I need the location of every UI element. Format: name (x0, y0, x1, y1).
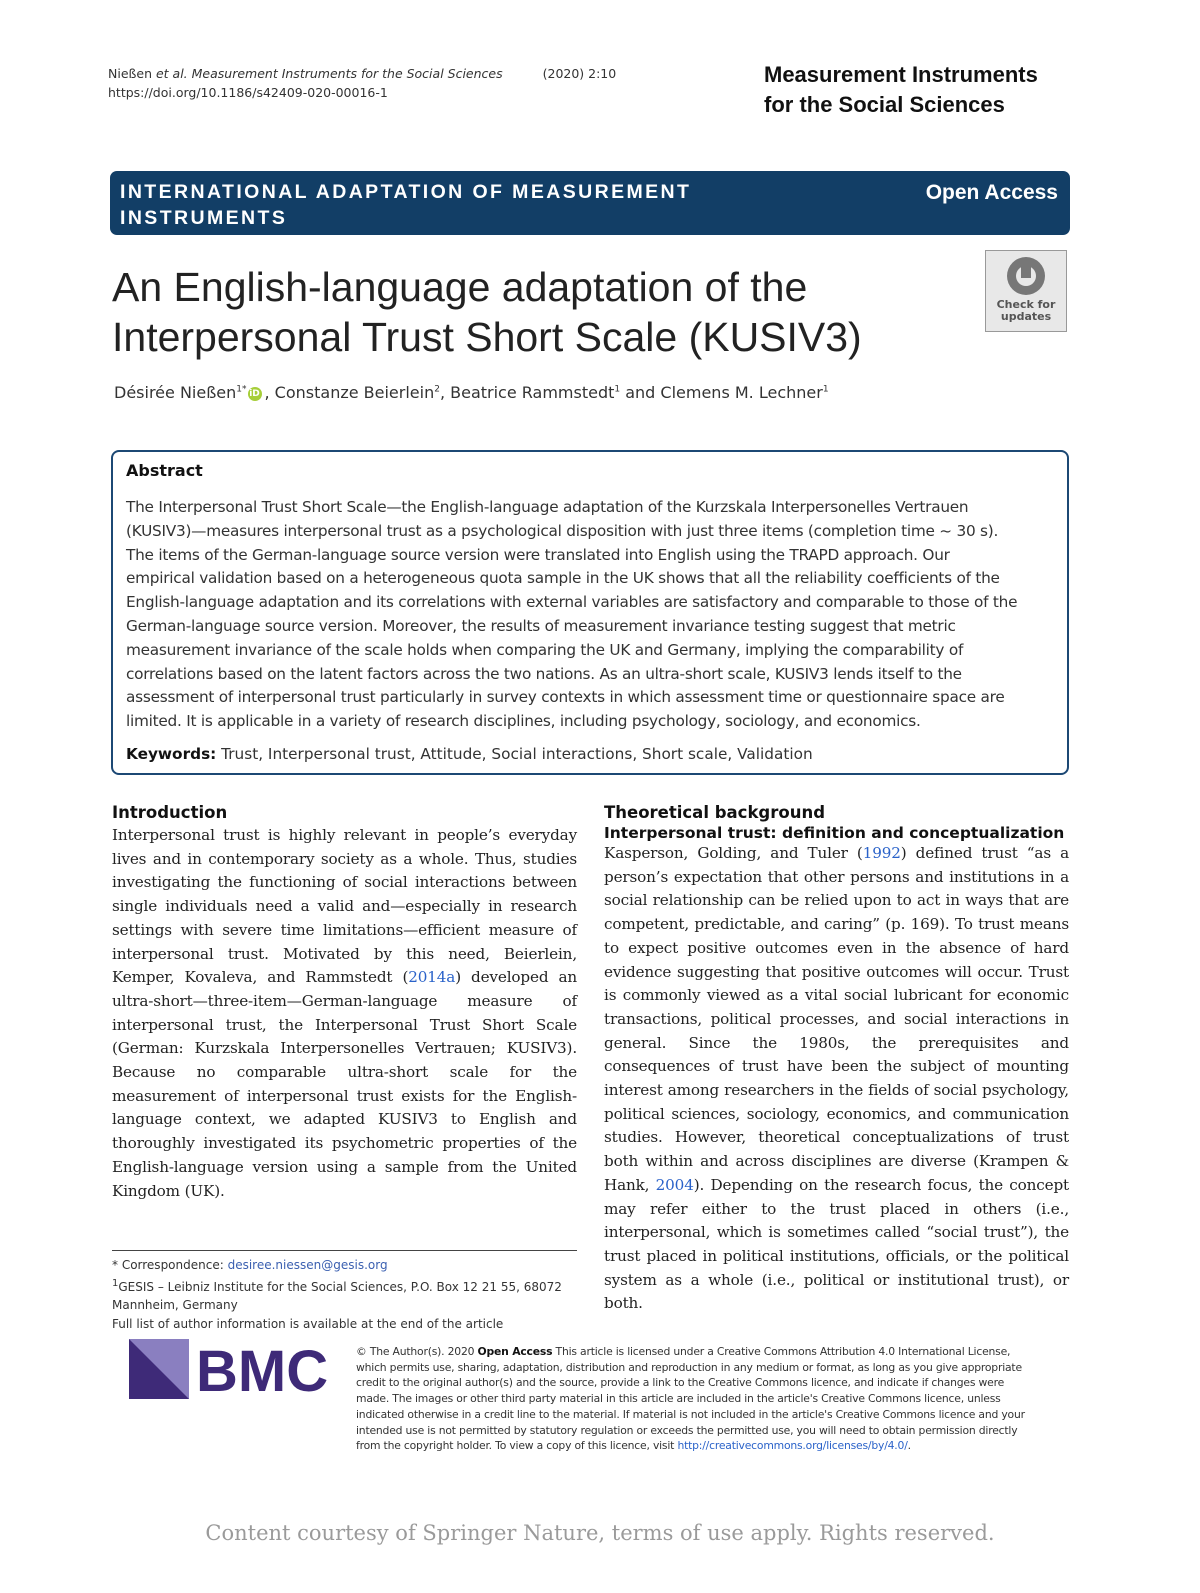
keywords-list: Trust, Interpersonal trust, Attitude, Social interactions, Short scale, Validation (216, 745, 813, 763)
author-1-affil: 1* (236, 384, 247, 395)
citation-year: (2020) 2:10 (542, 66, 617, 81)
author-list (114, 383, 829, 402)
author-3-affil: 1 (614, 384, 621, 395)
bmc-logo-text: BMC (196, 1339, 329, 1399)
article-title (112, 262, 932, 362)
introduction-paragraph (112, 824, 577, 1203)
orcid-icon[interactable]: iD (249, 388, 260, 399)
article-section-label: INTERNATIONAL ADAPTATION OF MEASUREMENT INSTRUMENTS (120, 181, 692, 229)
license-open-access: Open Access (477, 1345, 553, 1358)
citation-journal: Measurement Instruments for the Social Sciences (187, 66, 503, 81)
license-lead: © The Author(s). 2020 (356, 1345, 478, 1358)
author-2[interactable]: , Constanze Beierlein (264, 383, 435, 402)
introduction-heading: Introduction (112, 803, 228, 822)
abstract-line: limited. It is applicable in a variety of research disciplines, including psychology, sociology, and economics. (126, 712, 921, 731)
footnote-rule (112, 1250, 577, 1251)
abstract-body (126, 496, 1061, 734)
open-access-label: Open Access (925, 181, 1058, 204)
citation-authors: Nießen (108, 66, 156, 81)
theory-text-a: Kasperson, Golding, and Tuler ( (604, 844, 863, 862)
abstract-line: English-language adaptation and its correlations with external variables are satisfactory and comparable to those of the (126, 593, 1018, 612)
section-banner (110, 171, 1070, 235)
license-url-link[interactable]: http://creativecommons.org/licenses/by/4.0/ (677, 1439, 908, 1453)
intro-text-a: Interpersonal trust is highly relevant in people’s everyday lives and in contemporary society as a whole. Thus, studies investigating the functioning of social interactions between single individuals need a valid and—especially in research settings with severe time limitations—efficient measure of interpersonal trust. Motivated by this need, Beierlein, Kemper, Kovaleva, and Rammstedt ( (112, 826, 577, 987)
keywords (126, 745, 813, 763)
citation-etal: et al. (155, 66, 188, 81)
right-column (604, 803, 1069, 1316)
affiliation-text: GESIS – Leibniz Institute for the Social Sciences, P.O. Box 12 21 55, 68072 Mannheim, Germany (112, 1279, 562, 1312)
abstract-line: The Interpersonal Trust Short Scale—the English-language adaptation of the Kurzskala Interpersonelles Vertrauen (126, 498, 969, 516)
author-1[interactable]: Désirée Nießen (114, 383, 237, 402)
correspondence-label: * Correspondence: (112, 1258, 228, 1272)
abstract-heading: Abstract (126, 461, 203, 480)
author-2-affil: 2 (434, 384, 440, 395)
abstract-line: The items of the German-language source version were translated into English using the TRAPD approach. Our (126, 545, 950, 564)
theory-heading: Theoretical background (604, 803, 826, 822)
citation-link[interactable]: 2004 (655, 1175, 694, 1194)
author-4[interactable]: and Clemens M. Lechner (620, 383, 823, 402)
abstract-line: (KUSIV3)—measures interpersonal trust as a psychological disposition with just three items (completion time ~ 30 s). (126, 521, 999, 540)
journal-title (764, 60, 1038, 120)
citation-line (108, 64, 616, 83)
check-updates-line2: updates (1000, 310, 1052, 323)
citation-link[interactable]: 2014a (408, 968, 456, 987)
citation-link[interactable]: 1992 (862, 844, 901, 862)
running-header (108, 64, 616, 102)
check-updates-line1: Check for (996, 298, 1056, 311)
bmc-logo-mark (129, 1339, 329, 1399)
bmc-logo (129, 1339, 329, 1399)
intro-text-b: ) developed an ultra-short—three-item—German-language measure of interpersonal trust, the Interpersonal Trust Short Scale (German: Kurzskala Interpersonelles Vertrauen; KUSIV3). Because no comparable ultra-short scale for the measurement of interpersonal trust exists for the English-language context, we adapted KUSIV3 to English and thoroughly investigated its psychometric properties of the English-language version using a sample from the United Kingdom (UK). (112, 968, 577, 1200)
author-3[interactable]: , Beatrice Rammstedt (439, 383, 615, 402)
license-text: This article is licensed under a Creative Commons Attribution 4.0 International License, which permits use, sharing, adaptation, distribution and reproduction in any medium or format, as long as you give appropriate credit to the original author(s) and the source, provide a link to the Creative Commons licence, and indicate if changes were made. The images or other third party material in this article are included in the article's Creative Commons licence, unless indicated otherwise in a credit line to the material. If material is not included in the article's Creative Commons licence and your intended use is not permitted by statutory regulation or exceeds the permitted use, you will need to obtain permission directly from the copyright holder. To view a copy of this licence, visit (356, 1345, 1025, 1453)
abstract-line: German-language source version. Moreover, the results of measurement invariance testing suggest that metric (126, 616, 956, 635)
check-for-updates-label (986, 299, 1066, 323)
left-column (112, 803, 577, 1203)
bookmark-icon (1007, 257, 1045, 295)
abstract-line: measurement invariance of the scale holds when comparing the UK and Germany, implying the comparability of (126, 640, 964, 659)
theory-text-b: ) defined trust “as a person’s expectation that other persons and institutions in a social relationship can be relied upon to act in ways that are competent, predictable, and caring” (p. 169). To trust means to expect positive outcomes even in the absence of hard evidence suggesting that positive outcomes will occur. Trust is commonly viewed as a vital social lubricant for economic transactions, political processes, and social interactions in general. Since the 1980s, the prerequisites and consequences of trust have been the subject of mounting interest among researchers in the fields of social psychology, political sciences, sociology, economics, and communication studies. However, theoretical conceptualizations of trust both within and across disciplines are diverse (Krampen & Hank, (604, 844, 1069, 1194)
title-line2: Interpersonal Trust Short Scale (KUSIV3) (112, 314, 862, 360)
abstract-line: correlations based on the latent factors across the two nations. As an ultra-short scale, KUSIV3 lends itself to the (126, 664, 962, 683)
affiliation-sup: 1 (112, 1277, 119, 1289)
check-for-updates-badge[interactable] (985, 250, 1067, 332)
courtesy-footer: Content courtesy of Springer Nature, terms of use apply. Rights reserved. (205, 1521, 995, 1545)
correspondence (112, 1256, 582, 1275)
abstract-line: assessment of interpersonal trust particularly in survey contexts in which assessment time or questionnaire space are (126, 688, 1005, 707)
affiliation (112, 1275, 582, 1315)
author-info-note: Full list of author information is available at the end of the article (112, 1316, 504, 1331)
keywords-label: Keywords: (126, 745, 217, 763)
license-end: . (907, 1439, 911, 1453)
journal-title-line1: Measurement Instruments (764, 62, 1038, 87)
email-link[interactable]: desiree.niessen@gesis.org (227, 1258, 388, 1272)
footnotes (112, 1256, 582, 1333)
author-4-affil: 1 (822, 384, 829, 395)
doi-link[interactable]: https://doi.org/10.1186/s42409-020-00016-1 (108, 85, 388, 100)
abstract-box (111, 450, 1069, 775)
theory-subheading: Interpersonal trust: definition and conceptualization (604, 824, 1065, 842)
theory-paragraph (604, 842, 1069, 1316)
license-statement (356, 1344, 1036, 1454)
abstract-line: empirical validation based on a heterogeneous quota sample in the UK shows that all the reliability coefficients of the (126, 569, 1000, 588)
theory-text-c: ). Depending on the research focus, the concept may refer either to the trust placed in others (i.e., interpersonal, which is sometimes called “social trust”), the trust placed in political institutions, officials, or the political system as a whole (i.e., political or institutional trust), or both. (604, 1175, 1069, 1313)
title-line1: An English-language adaptation of the (112, 264, 808, 310)
journal-title-line2: for the Social Sciences (764, 92, 1005, 117)
